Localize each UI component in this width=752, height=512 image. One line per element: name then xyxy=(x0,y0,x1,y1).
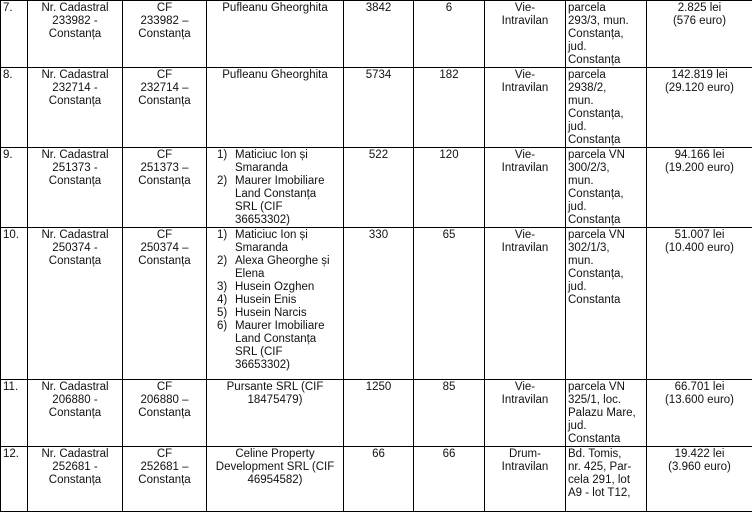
owner-item xyxy=(217,255,341,281)
owner-item xyxy=(217,149,341,175)
table-row xyxy=(1,148,752,228)
category-cell xyxy=(485,380,566,447)
area-cell xyxy=(414,1,485,68)
owner-name xyxy=(233,229,341,255)
location-line: Constanța xyxy=(568,54,644,67)
owner-name xyxy=(233,320,341,372)
cadastral-cell xyxy=(28,447,123,512)
owners-cell xyxy=(207,228,344,380)
owner-item xyxy=(217,320,341,372)
total-area-value: 66 xyxy=(372,448,385,460)
price-line: 142.819 lei xyxy=(649,69,750,82)
cadastral-line: 252681 - xyxy=(30,461,120,474)
cadastral-line: 206880 - xyxy=(30,394,120,407)
owner-name-line: Smaranda xyxy=(235,242,341,255)
owner-name xyxy=(233,281,341,294)
area-value: 85 xyxy=(443,381,456,393)
category-line: Drum- xyxy=(487,448,563,461)
table-row xyxy=(1,447,752,512)
price-cell xyxy=(647,68,752,148)
area-value: 6 xyxy=(446,2,452,14)
cadastral-line: Constanța xyxy=(30,474,120,487)
owner-name-line: Husein Narcis xyxy=(235,307,341,320)
table-row xyxy=(1,380,752,447)
total-area-cell xyxy=(344,68,414,148)
price-cell xyxy=(647,228,752,380)
cadastral-cell xyxy=(28,68,123,148)
owner-index: 2) xyxy=(217,255,233,281)
cf-cell xyxy=(123,447,207,512)
cf-line: 252681 – xyxy=(125,461,204,474)
location-line: Constanța xyxy=(568,214,644,227)
location-line: cela 291, lot xyxy=(568,474,644,487)
cadastral-cell xyxy=(28,1,123,68)
total-area-cell xyxy=(344,228,414,380)
row-number: 11. xyxy=(3,381,18,393)
location-line: Constanța, xyxy=(568,188,644,201)
cadastral-line: Constanța xyxy=(30,95,120,108)
category-line: Intravilan xyxy=(487,162,563,175)
row-number-cell xyxy=(1,68,28,148)
row-number: 9. xyxy=(3,149,13,161)
owner-name-line: Husein Enis xyxy=(235,294,341,307)
row-number: 12. xyxy=(3,448,19,460)
cf-cell xyxy=(123,228,207,380)
location-line: jud. xyxy=(568,281,644,294)
owner-index: 2) xyxy=(217,175,233,227)
category-cell xyxy=(485,148,566,228)
location-cell xyxy=(566,228,647,380)
owner-name xyxy=(233,294,341,307)
cadastral-line: Nr. Cadastral xyxy=(30,229,120,242)
owner-name-line: Elena xyxy=(235,268,341,281)
owner-line: Development SRL (CIF xyxy=(209,461,341,474)
cf-line: Constanța xyxy=(125,474,204,487)
price-cell xyxy=(647,1,752,68)
cf-line: CF xyxy=(125,229,204,242)
owner-name-line: Maticiuc Ion și xyxy=(235,149,341,162)
location-line: Bd. Tomis, xyxy=(568,448,644,461)
owner-item xyxy=(217,307,341,320)
location-cell xyxy=(566,68,647,148)
owner-name-line: 36653302) xyxy=(235,214,341,227)
cf-line: CF xyxy=(125,448,204,461)
area-value: 65 xyxy=(443,229,456,241)
location-line: jud. xyxy=(568,41,644,54)
owner-item xyxy=(217,229,341,255)
owner-name-line: Husein Ozghen xyxy=(235,281,341,294)
cf-cell xyxy=(123,1,207,68)
price-cell xyxy=(647,447,752,512)
owner-name-line: Smaranda xyxy=(235,162,341,175)
category-line: Vie- xyxy=(487,229,563,242)
location-line: parcela VN xyxy=(568,149,644,162)
cadastral-line: Nr. Cadastral xyxy=(30,381,120,394)
cadastral-line: 251373 - xyxy=(30,162,120,175)
owner-name xyxy=(233,149,341,175)
total-area-value: 522 xyxy=(369,149,388,161)
location-cell xyxy=(566,380,647,447)
row-number: 7. xyxy=(3,2,13,14)
price-line: (19.200 euro) xyxy=(649,162,750,175)
location-line: Constanța xyxy=(568,134,644,147)
owner-name xyxy=(233,307,341,320)
price-line: 66.701 lei xyxy=(649,381,750,394)
cf-line: 251373 – xyxy=(125,162,204,175)
location-line: 302/1/3, xyxy=(568,242,644,255)
cf-line: CF xyxy=(125,149,204,162)
cadastral-cell xyxy=(28,380,123,447)
table-body xyxy=(1,1,752,512)
area-value: 120 xyxy=(439,149,458,161)
location-line: Constanta xyxy=(568,433,644,446)
owner-item xyxy=(217,175,341,227)
price-cell xyxy=(647,148,752,228)
location-line: Constanța, xyxy=(568,28,644,41)
owners-cell xyxy=(207,380,344,447)
price-line: (10.400 euro) xyxy=(649,242,750,255)
location-cell xyxy=(566,447,647,512)
cf-line: 232714 – xyxy=(125,82,204,95)
cadastral-line: Constanța xyxy=(30,28,120,41)
owner-name xyxy=(233,175,341,227)
price-line: (3.960 euro) xyxy=(649,461,750,474)
owner-line: 46954582) xyxy=(209,474,341,487)
table-row xyxy=(1,1,752,68)
owner-name-line: Maticiuc Ion și xyxy=(235,229,341,242)
category-line: Intravilan xyxy=(487,461,563,474)
cadastral-cell xyxy=(28,148,123,228)
owner-index: 1) xyxy=(217,149,233,175)
owner-name-line: Land Constanța xyxy=(235,188,341,201)
cf-line: CF xyxy=(125,381,204,394)
category-line: Vie- xyxy=(487,149,563,162)
owner-index: 1) xyxy=(217,229,233,255)
owner-index: 6) xyxy=(217,320,233,372)
owner-item xyxy=(217,294,341,307)
location-line: parcela VN xyxy=(568,381,644,394)
area-cell xyxy=(414,380,485,447)
row-number-cell xyxy=(1,148,28,228)
location-line: mun. xyxy=(568,255,644,268)
total-area-cell xyxy=(344,447,414,512)
row-number: 10. xyxy=(3,229,19,241)
category-line: Intravilan xyxy=(487,394,563,407)
location-line: 300/2/3, xyxy=(568,162,644,175)
price-line: 2.825 lei xyxy=(649,2,750,15)
category-line: Intravilan xyxy=(487,242,563,255)
cadastral-line: Constanța xyxy=(30,175,120,188)
cadastral-line: Constanța xyxy=(30,255,120,268)
cadastral-cell xyxy=(28,228,123,380)
category-line: Vie- xyxy=(487,381,563,394)
location-line: jud. xyxy=(568,121,644,134)
owners-cell xyxy=(207,148,344,228)
owner-index: 3) xyxy=(217,281,233,294)
total-area-value: 330 xyxy=(369,229,388,241)
cf-line: CF xyxy=(125,2,204,15)
owner-name-line: Maurer Imobiliare xyxy=(235,320,341,333)
cf-line: Constanța xyxy=(125,175,204,188)
location-line: parcela VN xyxy=(568,229,644,242)
cf-cell xyxy=(123,380,207,447)
category-cell xyxy=(485,228,566,380)
location-line: A9 - lot T12, xyxy=(568,487,644,500)
cadastral-line: Nr. Cadastral xyxy=(30,149,120,162)
location-line: 2938/2, xyxy=(568,82,644,95)
category-cell xyxy=(485,447,566,512)
category-cell xyxy=(485,1,566,68)
owner-name-line: SRL (CIF xyxy=(235,346,341,359)
cadastral-line: 232714 - xyxy=(30,82,120,95)
location-line: jud. xyxy=(568,201,644,214)
total-area-value: 1250 xyxy=(366,381,392,393)
cf-line: Constanța xyxy=(125,28,204,41)
category-line: Intravilan xyxy=(487,15,563,28)
owners-list xyxy=(209,229,341,372)
area-cell xyxy=(414,68,485,148)
category-line: Intravilan xyxy=(487,82,563,95)
price-line: 94.166 lei xyxy=(649,149,750,162)
location-line: 293/3, mun. xyxy=(568,15,644,28)
owner-name: Pufleanu Gheorghita xyxy=(222,2,328,14)
cf-cell xyxy=(123,148,207,228)
cadastral-line: 250374 - xyxy=(30,242,120,255)
cadastral-line: Nr. Cadastral xyxy=(30,2,120,15)
location-line: 325/1, loc. xyxy=(568,394,644,407)
area-value: 66 xyxy=(443,448,456,460)
table-row xyxy=(1,68,752,148)
location-line: nr. 425, Par- xyxy=(568,461,644,474)
location-line: Constanta xyxy=(568,294,644,307)
location-line: Constanța, xyxy=(568,268,644,281)
location-line: parcela xyxy=(568,2,644,15)
row-number-cell xyxy=(1,1,28,68)
location-line: Palazu Mare, xyxy=(568,407,644,420)
cadastral-line: Nr. Cadastral xyxy=(30,448,120,461)
owner-index: 5) xyxy=(217,307,233,320)
location-line: mun. xyxy=(568,95,644,108)
area-value: 182 xyxy=(439,69,458,81)
owner-name-line: Land Constanța xyxy=(235,333,341,346)
owners-cell xyxy=(207,1,344,68)
category-line: Vie- xyxy=(487,2,563,15)
row-number: 8. xyxy=(3,69,13,81)
cadastral-line: Nr. Cadastral xyxy=(30,69,120,82)
location-cell xyxy=(566,148,647,228)
row-number-cell xyxy=(1,228,28,380)
owner-name-line: 36653302) xyxy=(235,359,341,372)
row-number-cell xyxy=(1,447,28,512)
owners-cell xyxy=(207,447,344,512)
owner-name-line: Alexa Gheorghe și xyxy=(235,255,341,268)
owner-item xyxy=(217,281,341,294)
cf-line: Constanța xyxy=(125,95,204,108)
total-area-cell xyxy=(344,148,414,228)
total-area-value: 5734 xyxy=(366,69,392,81)
price-line: (29.120 euro) xyxy=(649,82,750,95)
area-cell xyxy=(414,148,485,228)
owner-line: Celine Property xyxy=(209,448,341,461)
cf-line: 233982 – xyxy=(125,15,204,28)
cf-line: 206880 – xyxy=(125,394,204,407)
cadastral-line: 233982 - xyxy=(30,15,120,28)
price-line: (13.600 euro) xyxy=(649,394,750,407)
area-cell xyxy=(414,447,485,512)
owner-name-line: SRL (CIF xyxy=(235,201,341,214)
location-line: jud. xyxy=(568,420,644,433)
location-cell xyxy=(566,1,647,68)
table-row xyxy=(1,228,752,380)
price-line: 19.422 lei xyxy=(649,448,750,461)
owners-list xyxy=(209,149,341,227)
owner-line: 18475479) xyxy=(209,394,341,407)
location-line: Constanța, xyxy=(568,108,644,121)
total-area-cell xyxy=(344,1,414,68)
location-line: parcela xyxy=(568,69,644,82)
cf-line: CF xyxy=(125,69,204,82)
cf-line: Constanța xyxy=(125,255,204,268)
cadastral-line: Constanța xyxy=(30,407,120,420)
category-cell xyxy=(485,68,566,148)
area-cell xyxy=(414,228,485,380)
owner-line: Pursante SRL (CIF xyxy=(209,381,341,394)
owners-cell xyxy=(207,68,344,148)
cf-line: Constanța xyxy=(125,407,204,420)
owner-name-line: Maurer Imobiliare xyxy=(235,175,341,188)
owner-name: Pufleanu Gheorghita xyxy=(222,69,328,81)
cf-line: 250374 – xyxy=(125,242,204,255)
total-area-value: 3842 xyxy=(366,2,392,14)
price-line: 51.007 lei xyxy=(649,229,750,242)
price-line: (576 euro) xyxy=(649,15,750,28)
total-area-cell xyxy=(344,380,414,447)
category-line: Vie- xyxy=(487,69,563,82)
owner-index: 4) xyxy=(217,294,233,307)
cf-cell xyxy=(123,68,207,148)
price-cell xyxy=(647,380,752,447)
row-number-cell xyxy=(1,380,28,447)
owner-name xyxy=(233,255,341,281)
location-line: mun. xyxy=(568,175,644,188)
